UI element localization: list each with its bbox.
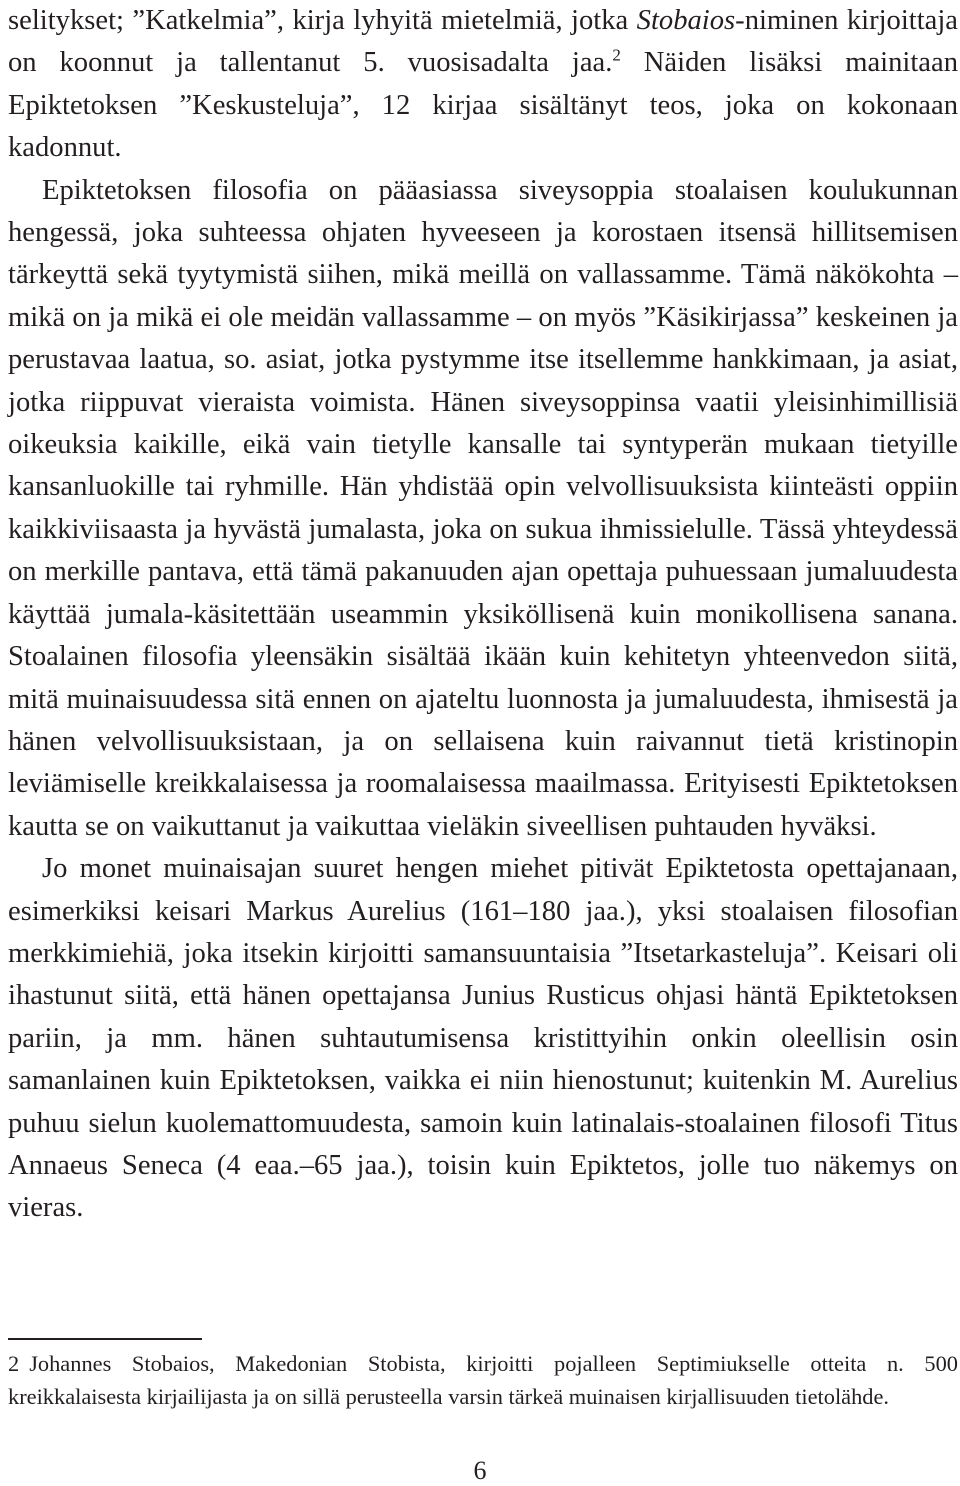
- paragraph-continuation: [8, 0, 958, 170]
- footnote-mark: 2: [8, 1351, 20, 1376]
- page-body: [8, 0, 958, 1230]
- paragraph-text-start: selitykset; ”Katkelmia”, kirja lyhyitä mietelmiä, jotka: [8, 5, 637, 36]
- footnote-reference: 2: [612, 45, 621, 65]
- paragraph-text-middle: -niminen kirjoittaja on koonnut ja tallentanut 5. vuosisadalta jaa.: [8, 5, 959, 79]
- paragraph: Epiktetoksen filosofia on pääasiassa siveysoppia stoalaisen koulukunnan hengessä, joka suhteessa ohjaten hyveeseen ja korostaen itsensä hillitsemisen tärkeyttä sekä tyytymistä siihen, mikä meillä on vallassamme. Tämä näkökohta – mikä on ja mikä ei ole meidän vallassamme – on myös ”Käsikirjassa” keskeinen ja perustavaa laatua, so. asiat, jotka pystymme itse itsellemme hankkimaan, ja asiat, jotka riippuvat vieraista voimista. Hänen siveysoppinsa vaatii yleisinhimillisiä oikeuksia kaikille, eikä vain tietylle kansalle tai syntyperän mukaan tietyille kansanluokille tai ryhmille. Hän yhdistää opin velvollisuuksista kiinteästi oppiin kaikkiviisaasta ja hyvästä jumalasta, joka on sukua ihmissielulle. Tässä yhteydessä on merkille pantava, että tämä pakanuuden ajan opettaja puhuessaan jumaluudesta käyttää jumala-käsitettään useammin yksiköllisenä kuin monikollisena sanana. Stoalainen filosofia yleensäkin sisältää ikään kuin kehitetyn yhteenvedon siitä, mitä muinaisuudessa sitä ennen on ajateltu luonnosta ja jumaluudesta, ihmisestä ja hänen velvollisuuksistaan, ja on sellaisena kuin raivannut tietä kristinopin leviämiselle kreikkalaisessa ja roomalaisessa maailmassa. Erityisesti Epiktetoksen kautta se on vaikuttanut ja vaikuttaa vieläkin siveellisen puhtauden hyväksi.: [8, 174, 958, 842]
- footnote-divider: [8, 1338, 202, 1340]
- paragraph: Jo monet muinaisajan suuret hengen miehet pitivät Epiktetosta opettajanaan, esimerkiksi keisari Markus Aurelius (161–180 jaa.), yksi stoalaisen filosofian merkkimiehiä, joka itsekin kirjoitti samansuuntaisia ”Itsetarkasteluja”. Keisari oli ihastunut siitä, että hänen opettajansa Junius Rusticus ohjasi häntä Epiktetoksen pariin, ja mm. hänen suhtautumisensa kristittyihin onkin oleellisin osin samanlainen kuin Epiktetoksen, vaikka ei niin hienostunut; kuitenkin M. Aurelius puhuu sielun kuolemattomuudesta, samoin kuin latinalais-stoalainen filosofi Titus Annaeus Seneca (4 eaa.–65 jaa.), toisin kuin Epiktetos, jolle tuo näkemys on vieras.: [8, 853, 958, 1224]
- page-number: 6: [473, 1456, 487, 1485]
- italic-name: Stobaios: [636, 5, 736, 36]
- main-text: [8, 0, 958, 1230]
- paragraph-text-end: Näiden lisäksi mainitaan Epiktetoksen ”Keskusteluja”, 12 kirjaa sisältänyt teos, joka on kokonaan kadonnut.: [8, 47, 958, 164]
- footnote: [8, 1347, 958, 1413]
- footnote-text: Johannes Stobaios, Makedonian Stobista, kirjoitti pojalleen Septimiukselle otteita n. 500 kreikkalaisesta kirjailijasta ja on sillä perusteella varsin tärkeä muinaisen kirjallisuuden tietolähde.: [8, 1351, 958, 1409]
